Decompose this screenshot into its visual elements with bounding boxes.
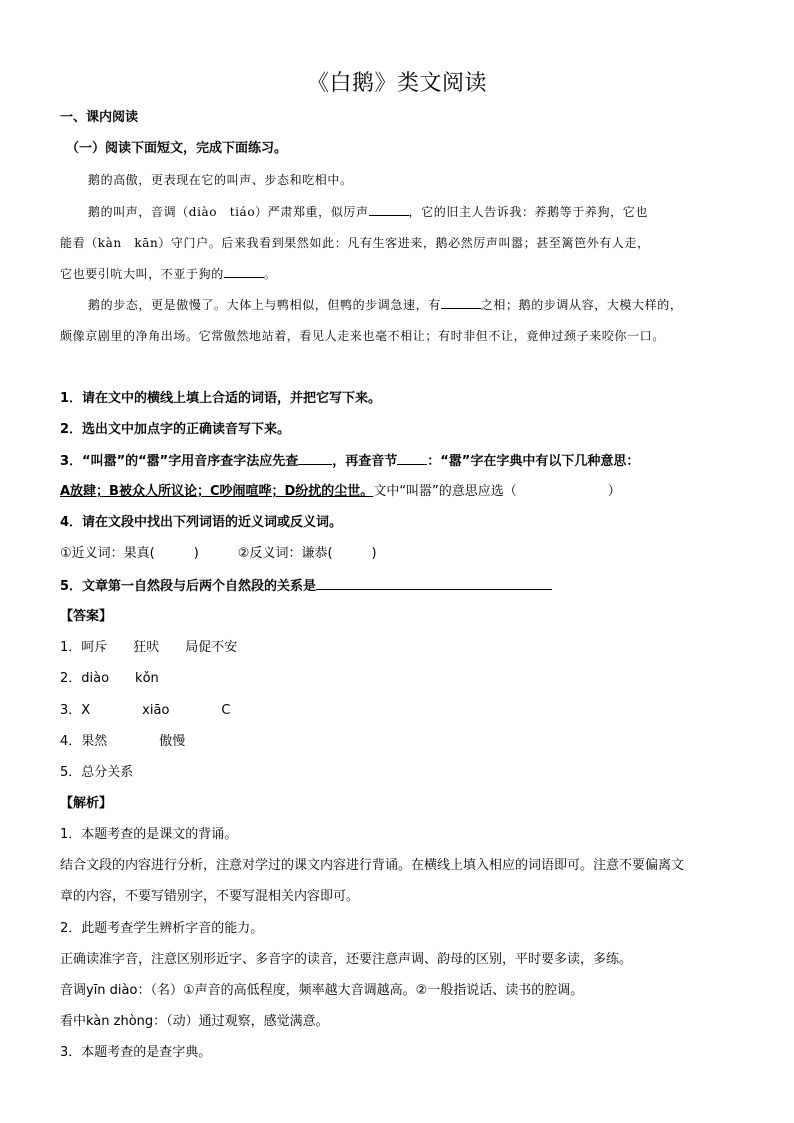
question-3: 3．“叫嚣”的“嚣”字用音序查字法应先查 ，再查音节 ：“嚣”字在字典中有以下几种意思： xyxy=(60,454,640,469)
analysis-line: 2．此题考查学生辨析字音的能力。 xyxy=(60,921,264,936)
fill-blank[interactable] xyxy=(441,296,481,309)
answer-blank[interactable] xyxy=(316,577,552,590)
passage-paragraph-3-line-2: 颇像京剧里的净角出场。它常傲然地站着，看见人走来也毫不相让；有时非但不让，竟伸过颈子来咬你一口。 xyxy=(60,329,665,343)
question-5: 5．文章第一自然段与后两个自然段的关系是 xyxy=(60,577,552,596)
answer-4: 4．果然 傲慢 xyxy=(60,734,186,749)
answer-3: 3．X xiāo C xyxy=(60,703,231,718)
passage-paragraph-2-line-3: 它也要引吭大叫，不亚于狗的 。 xyxy=(60,267,277,281)
answer-1: 1．呵斥 狂吠 局促不安 xyxy=(60,640,238,655)
answer-blank[interactable] xyxy=(397,452,427,465)
question-2: 2．选出文中加点字的正确读音写下来。 xyxy=(60,422,291,437)
analysis-line: 音调yīn diào：（名）①声音的高低程度，频率越大音调越高。②一般指说话、读书的腔调。 xyxy=(60,983,584,998)
question-4-items: ①近义词：果真( ) ②反义词：谦恭( ) xyxy=(60,546,377,561)
analysis-heading: 【解析】 xyxy=(60,796,113,811)
analysis-line: 结合文段的内容进行分析，注意对学过的课文内容进行背诵。在横线上填入相应的词语即可。注意不要偏离文 xyxy=(60,858,685,873)
answer-blank[interactable] xyxy=(298,452,332,465)
passage-paragraph-3-line-1: 鹅的步态，更是傲慢了。大体上与鸭相似，但鸭的步调急速，有 之相；鹅的步调从容，大模大样的， xyxy=(88,298,683,312)
analysis-line: 1．本题考查的是课文的背诵。 xyxy=(60,827,238,842)
document-title: 《白鹅》类文阅读 xyxy=(306,71,487,96)
fill-blank[interactable] xyxy=(224,265,264,278)
analysis-line: 看中kàn zhòng：（动）通过观察，感觉满意。 xyxy=(60,1014,329,1029)
section-heading: 一、课内阅读 xyxy=(60,110,139,125)
analysis-line: 章的内容，不要写错别字，不要写混相关内容即可。 xyxy=(60,889,360,904)
analysis-line: 正确读准字音，注意区别形近字、多音字的读音，还要注意声调、韵母的区别，平时要多读，多练。 xyxy=(60,952,633,967)
fill-blank[interactable] xyxy=(369,203,409,216)
passage-paragraph-2-line-2: 能看（kàn kān）守门户。后来我看到果然如此：凡有生客进来，鹅必然厉声叫嚣；甚至篱笆外有人走， xyxy=(60,236,650,250)
definition-options: A放肆；B被众人所议论；C吵闹喧哗；D纷扰的尘世。 xyxy=(60,484,374,499)
passage-paragraph-1: 鹅的高傲，更表现在它的叫声、步态和吃相中。 xyxy=(88,173,353,187)
part-heading: （一）阅读下面短文，完成下面练习。 xyxy=(66,141,288,156)
question-1: 1．请在文中的横线上填上合适的词语，并把它写下来。 xyxy=(60,391,382,406)
question-3-options: A放肆；B被众人所议论；C吵闹喧哗；D纷扰的尘世。文中“叫嚣”的意思应选（ ） xyxy=(60,484,621,499)
answer-2: 2．diào kǒn xyxy=(60,671,159,686)
passage-paragraph-2-line-1: 鹅的叫声，音调（diào tiáo）严肃郑重，似厉声 ，它的旧主人告诉我：养鹅等于养狗，它也 xyxy=(88,205,648,219)
answer-5: 5．总分关系 xyxy=(60,765,134,780)
question-4: 4．请在文段中找出下列词语的近义词或反义词。 xyxy=(60,515,343,530)
analysis-line: 3．本题考查的是查字典。 xyxy=(60,1045,212,1060)
answer-heading: 【答案】 xyxy=(60,609,113,624)
